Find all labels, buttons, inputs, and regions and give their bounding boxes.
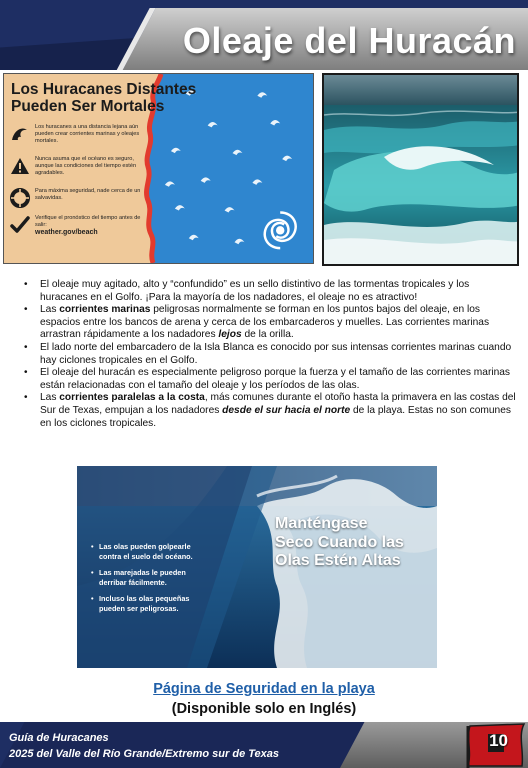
- bullet-text-segment: Las: [40, 392, 60, 404]
- bullet-text-segment: de la orilla.: [241, 329, 294, 341]
- page-footer: [0, 722, 528, 768]
- wave-icon: [10, 124, 30, 144]
- bullet-text-segment: corrientes paralelas a la costa: [59, 392, 205, 404]
- checkmark-icon: [10, 215, 30, 235]
- tip-ocean-safety: Nunca asuma que el océano es seguro, aunque las condiciones del tiempo estén agradables.: [10, 156, 145, 177]
- bullet-text-segment: El lado norte del embarcadero de la Isla Blanca es conocido por sus intensas corrientes marinas cuando hay ciclones tropicales en el Golfo.: [40, 341, 512, 366]
- distant-hurricanes-infographic: [3, 73, 314, 264]
- banner-heading: Manténgase Seco Cuando las Olas Estén Altas: [275, 515, 404, 569]
- tip-swim-near-lifeguard: Para máxima seguridad, nade cerca de un salvavidas.: [10, 188, 145, 208]
- tip-distant-hurricanes: Los huracanes a una distancia lejana aún pueden crear corrientes marinas y oleajes mortales.: [10, 124, 145, 145]
- page-header: [0, 0, 528, 70]
- page-title: Oleaje del Huracán: [182, 20, 516, 61]
- list-item: • Las marejadas le pueden derribar fácilmente.: [91, 568, 211, 588]
- bullet-text-segment: Las: [40, 304, 60, 316]
- bullet-text-segment: El oleaje muy agitado, alto y “confundido” es un sello distintivo de las tormentas tropicales y los huracanes en el Golfo. ¡Para la mayoría de los nadadores, el oleaje no es atractivo!: [40, 279, 470, 303]
- bullet-text-segment: peligrosas normalmente se forman en los puntos bajos del oleaje, en los espacios entre los bancos de arena y cerca de los embarcaderos y muelles. Las corrientes marinas arrastran rápidamente a los nadadores: [40, 304, 490, 341]
- bullet-text-segment: corrientes marinas: [59, 304, 151, 316]
- list-item: [22, 279, 518, 304]
- list-item: [22, 342, 518, 367]
- bullet-text-segment: desde el sur hacia el norte: [222, 404, 351, 416]
- wave-danger-list: [91, 542, 211, 620]
- weather-link[interactable]: weather.gov/beach: [35, 229, 98, 236]
- list-item: • Las olas pueden golpearle contra el suelo del océano.: [91, 542, 211, 562]
- stay-dry-banner: [77, 466, 437, 668]
- beach-safety-page-link[interactable]: Página de Seguridad en la playa: [153, 681, 375, 697]
- tip-check-forecast: Verifique el pronóstico del tiempo antes de salir: weather.gov/beach: [10, 215, 145, 237]
- life-ring-icon: [10, 188, 30, 208]
- breaking-wave-photo: [322, 73, 519, 266]
- bullet-text-segment: lejos: [218, 329, 242, 341]
- list-item: [22, 392, 518, 430]
- bullet-text-segment: de la playa. Estas no son comunes en los ciclones tropicales.: [40, 404, 511, 429]
- page-number: 10: [489, 731, 508, 750]
- english-only-note: (Disponible solo en Inglés): [171, 701, 357, 717]
- list-item: • Incluso las olas pequeñas pueden ser peligrosas.: [91, 594, 211, 614]
- list-item: [22, 304, 518, 342]
- bullet-text-segment: El oleaje del huracán es especialmente peligroso porque la fuerza y el tamaño de las corrientes marinas están relacionadas con el tamaño del oleaje y los períodos de las olas.: [40, 367, 511, 391]
- bullet-text-segment: , más comunes durante el otoño hasta la primavera en las costas del Sur de Texas, empujan a los nadadores: [40, 392, 516, 416]
- infographic-title: Los Huracanes Distantes Pueden Ser Mortales: [11, 81, 197, 115]
- warning-icon: [10, 156, 30, 176]
- list-item: [22, 367, 518, 392]
- hurricane-surf-facts-list: [22, 279, 518, 430]
- footer-caption: Guía de Huracanes 2025 del Valle del Río Grande/Extremo sur de Texas: [9, 732, 280, 760]
